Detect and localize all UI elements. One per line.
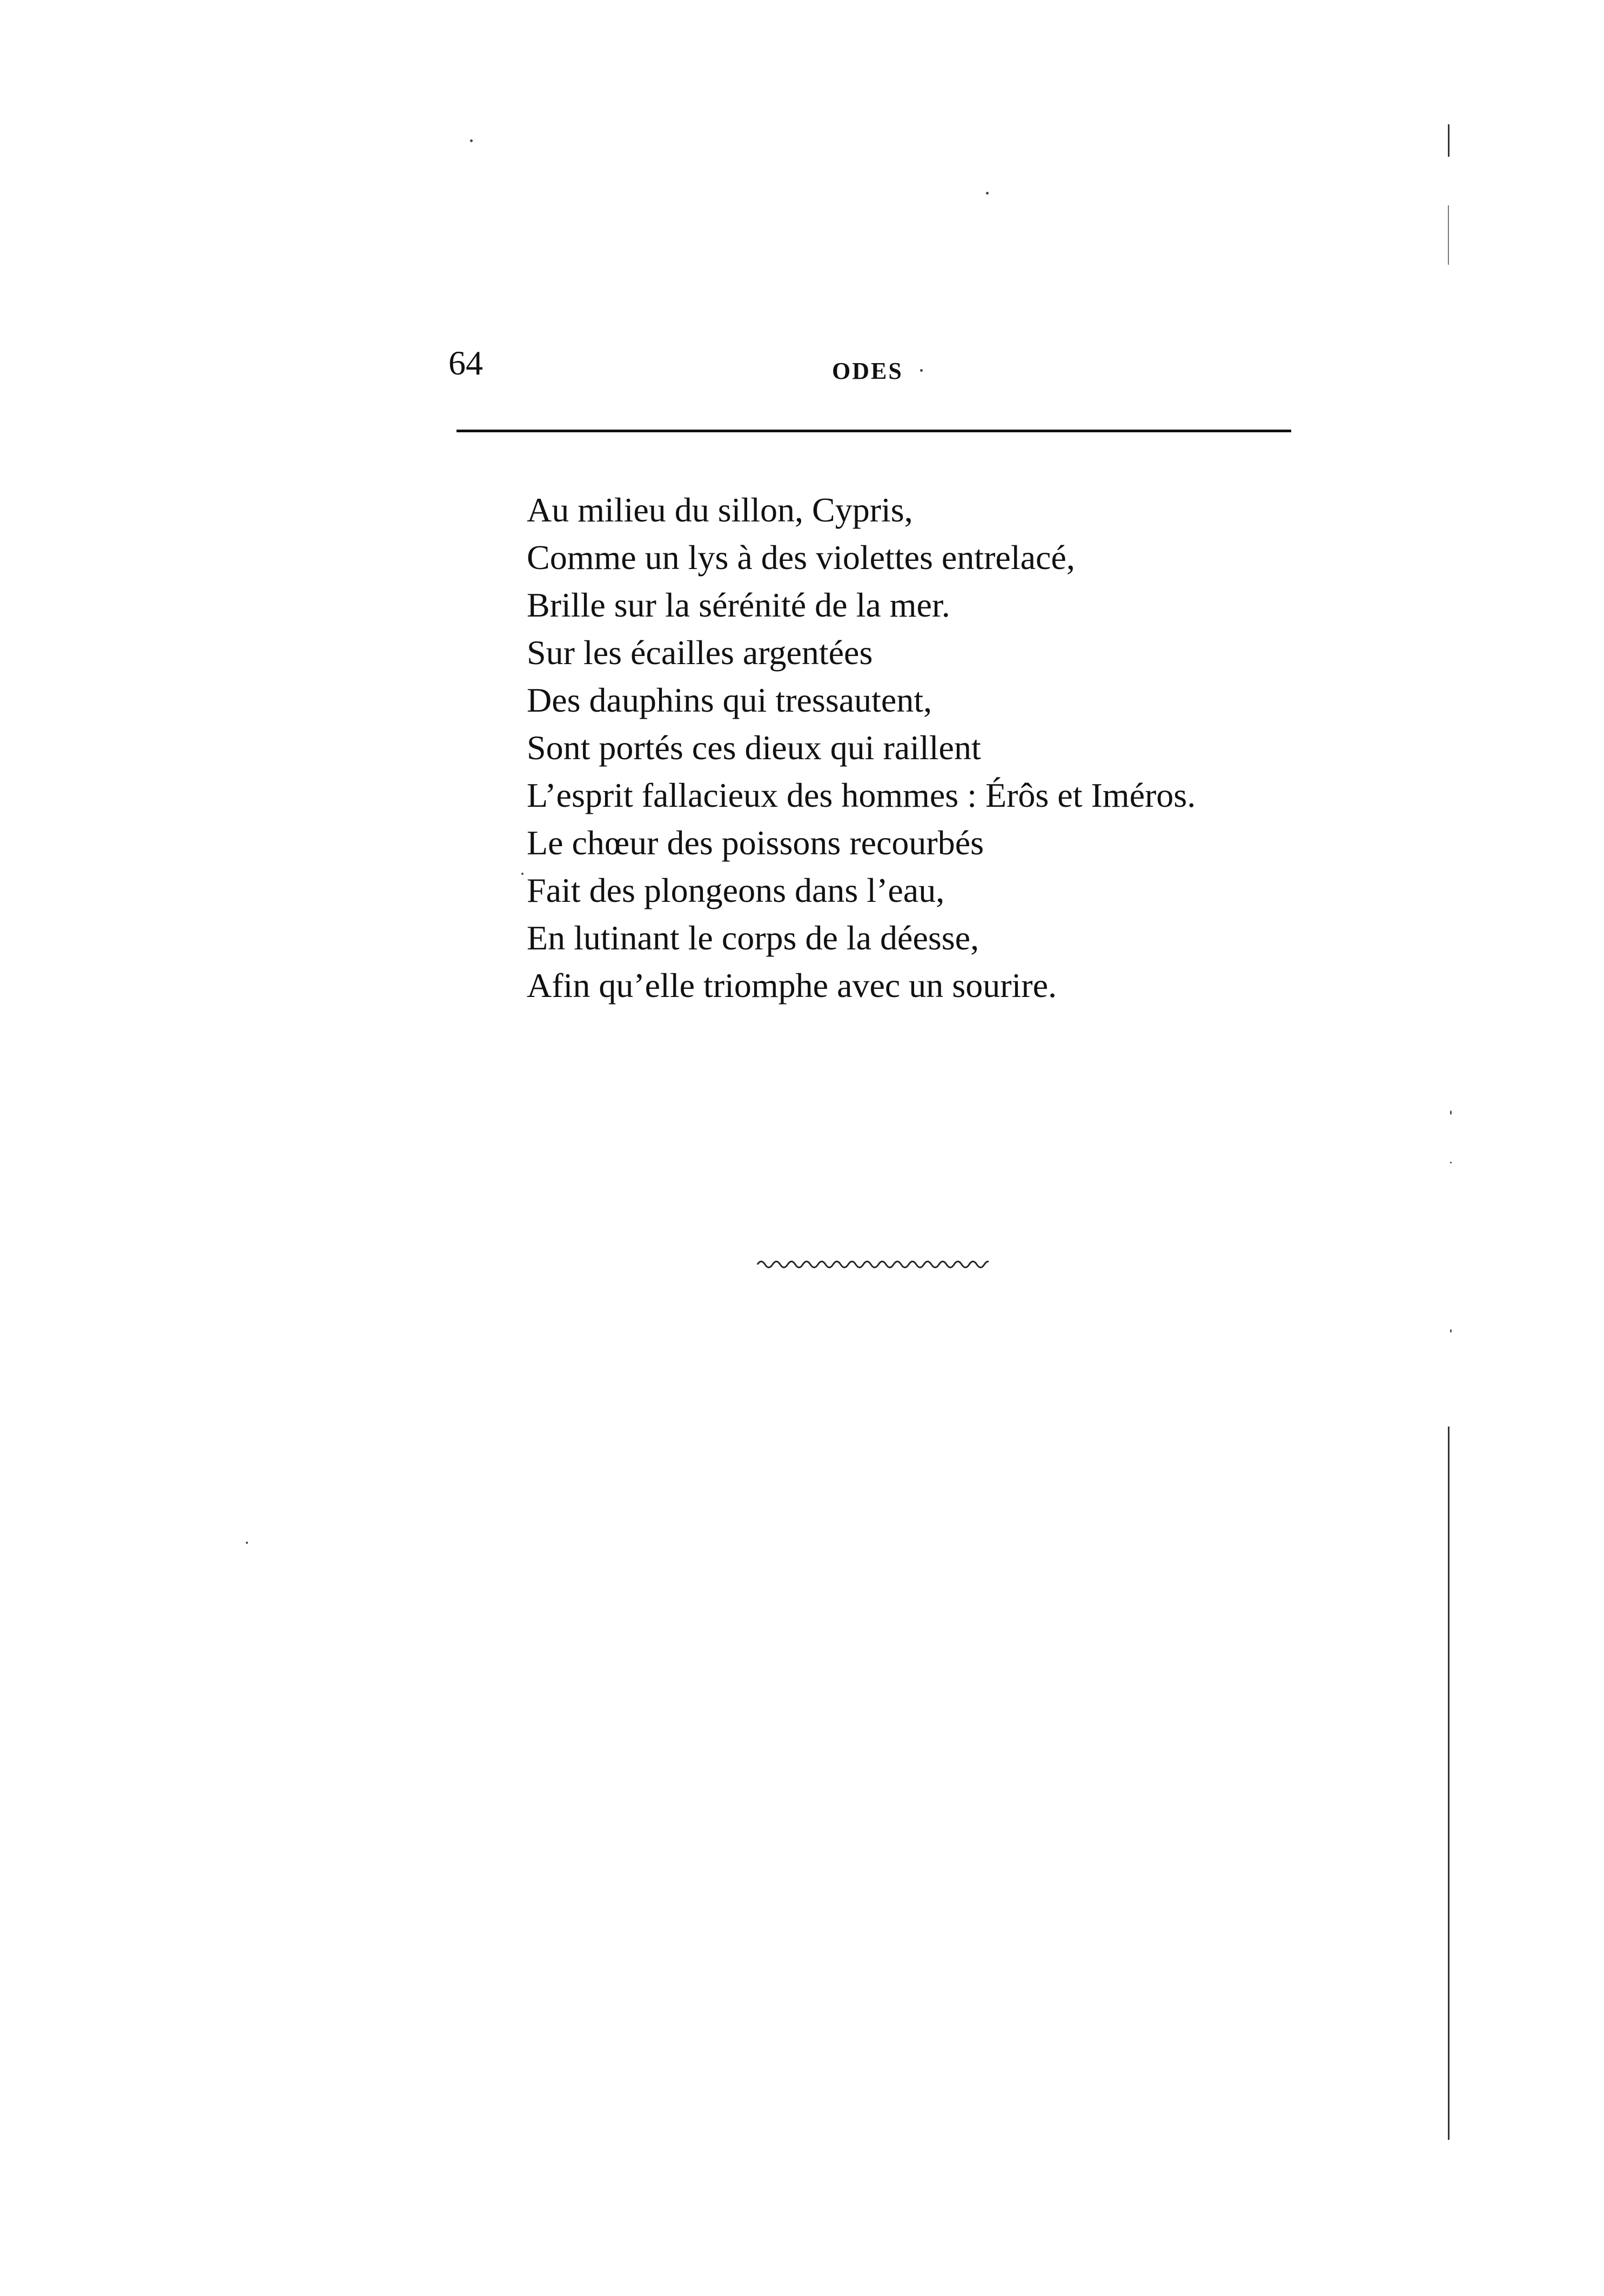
- scan-margin-line: [1448, 1427, 1449, 2140]
- poem-line: Au milieu du sillon, Cypris,: [527, 491, 913, 529]
- poem-line: Brille sur la sérénité de la mer.: [527, 586, 950, 624]
- wavy-ornament: [756, 1256, 989, 1273]
- poem-line: Le chœur des poissons recourbés: [527, 824, 984, 862]
- header-rule: [457, 430, 1291, 432]
- scan-margin-line: [1448, 205, 1449, 265]
- poem-line: Sont portés ces dieux qui raillent: [527, 728, 981, 767]
- scan-speck: [920, 369, 923, 372]
- poem-line: L’esprit fallacieux des hommes : Érôs et Iméros.: [527, 776, 1196, 814]
- poem-text: [527, 486, 1337, 1009]
- poem-line: Afin qu’elle triomphe avec un sourire.: [527, 966, 1057, 1005]
- running-head: ODES: [832, 358, 903, 384]
- scan-margin-line: [1448, 124, 1449, 157]
- scan-speck: [986, 192, 989, 195]
- scan-speck: [1450, 1329, 1452, 1333]
- scan-speck: [246, 1542, 248, 1544]
- poem-line: Des dauphins qui tressautent,: [527, 681, 932, 719]
- page-number: 64: [448, 344, 483, 382]
- poem-line: Fait des plongeons dans l’eau,: [527, 871, 945, 909]
- poem-line: En lutinant le corps de la déesse,: [527, 919, 979, 957]
- poem-line: Comme un lys à des violettes entrelacé,: [527, 538, 1075, 577]
- scan-speck: [1450, 1162, 1452, 1163]
- poem-line: Sur les écailles argentées: [527, 633, 873, 672]
- scan-speck: [521, 873, 524, 875]
- scan-speck: [470, 139, 473, 142]
- scan-speck: [1450, 1110, 1452, 1115]
